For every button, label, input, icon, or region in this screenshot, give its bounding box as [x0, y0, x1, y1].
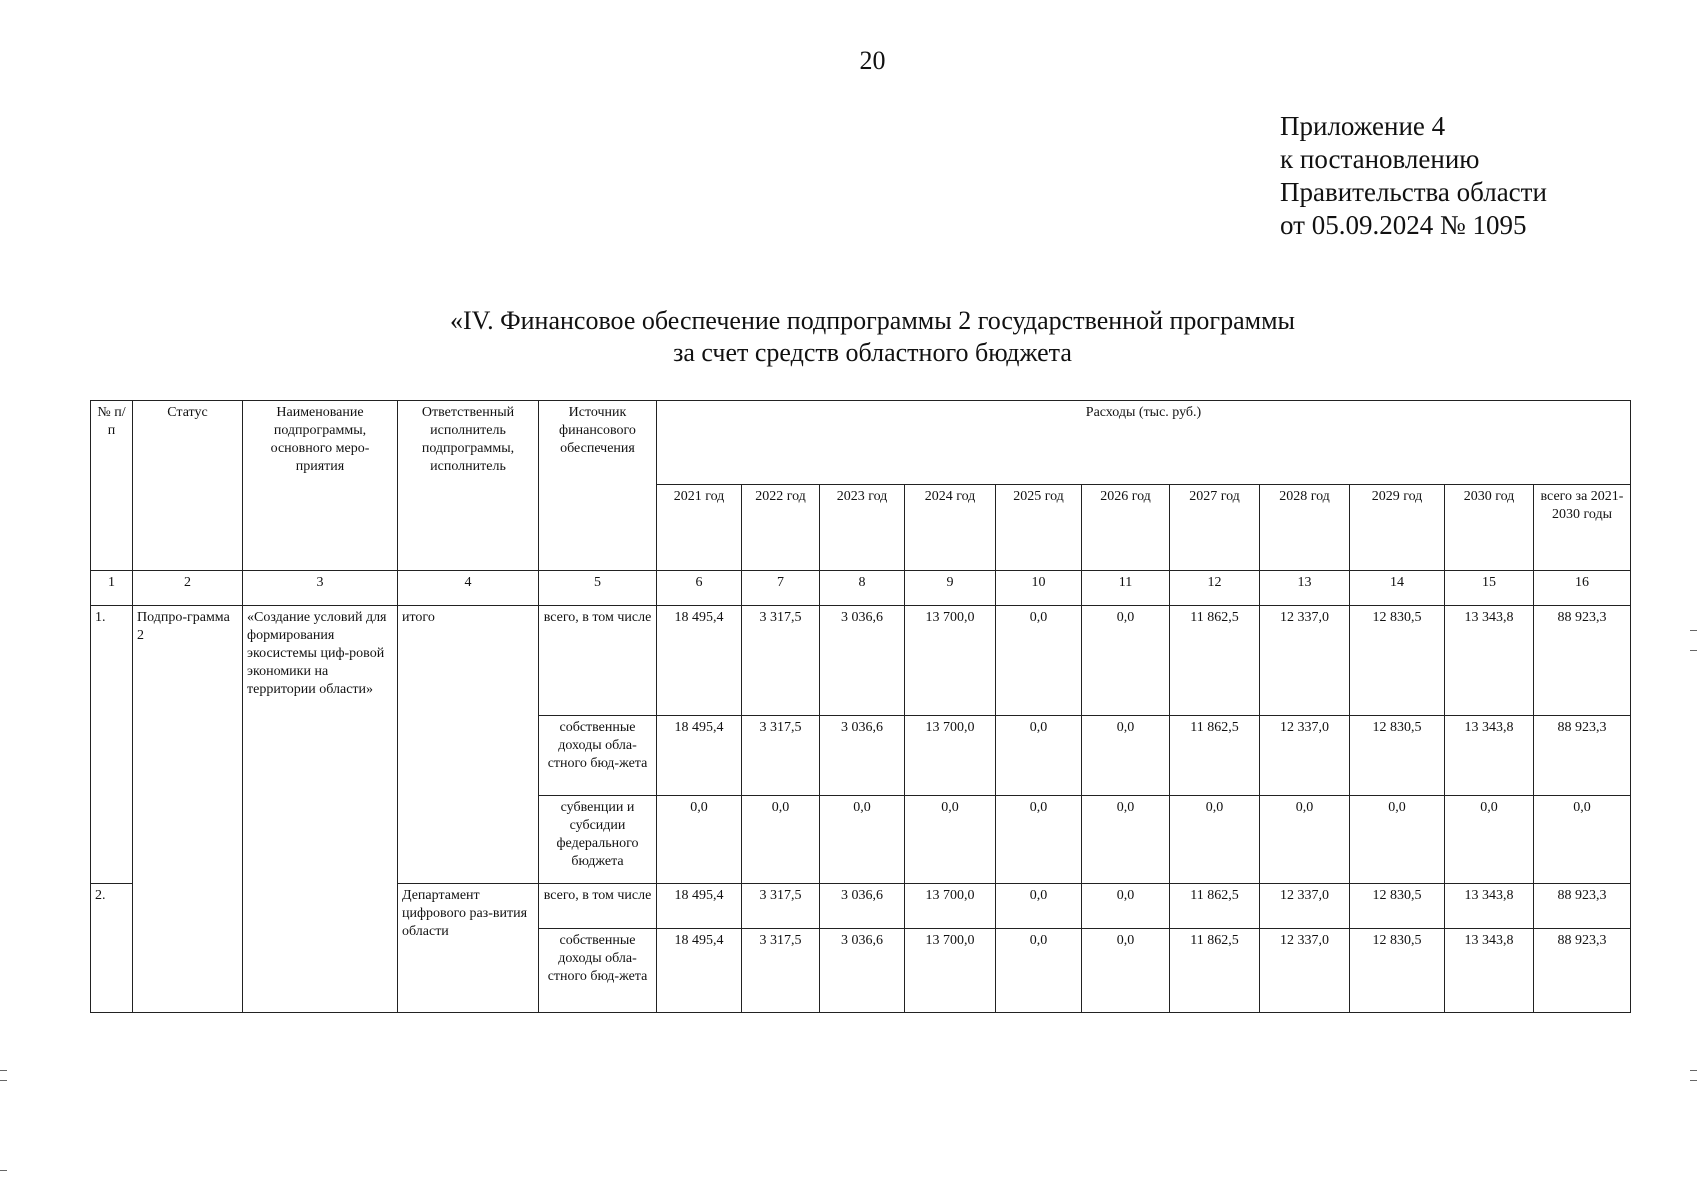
column-number: 13: [1260, 571, 1350, 606]
scan-mark: [1690, 1080, 1697, 1081]
table-cell: 12 337,0: [1260, 929, 1350, 1013]
table-cell: 13 700,0: [905, 884, 996, 929]
header-year: 2029 год: [1350, 485, 1445, 571]
table-cell: 0,0: [820, 796, 905, 884]
table-cell: 11 862,5: [1170, 884, 1260, 929]
column-number: 11: [1082, 571, 1170, 606]
table-cell: 0,0: [1082, 716, 1170, 796]
table-cell: 0,0: [657, 796, 742, 884]
column-number: 6: [657, 571, 742, 606]
row-responsible: Департамент цифрового раз-вития области: [398, 884, 539, 1013]
table-row: [91, 606, 1631, 716]
financing-table: [90, 400, 1631, 1013]
header-name: Наименование подпрограммы, основного меро-приятия: [243, 401, 398, 571]
table-cell: 13 700,0: [905, 606, 996, 716]
table-cell: 13 700,0: [905, 929, 996, 1013]
header-year: 2023 год: [820, 485, 905, 571]
table-cell: 0,0: [905, 796, 996, 884]
table-cell: 13 343,8: [1445, 716, 1534, 796]
scan-mark: [0, 1080, 7, 1081]
row-number: 2.: [91, 884, 133, 1013]
column-number: 8: [820, 571, 905, 606]
appendix-line: Приложение 4: [1280, 111, 1446, 141]
table-cell: 12 830,5: [1350, 606, 1445, 716]
appendix-line: от 05.09.2024 № 1095: [1280, 210, 1527, 240]
table-cell: 12 830,5: [1350, 716, 1445, 796]
header-num: № п/ п: [91, 401, 133, 571]
table-cell: 13 343,8: [1445, 606, 1534, 716]
header-year: 2025 год: [996, 485, 1082, 571]
scan-mark: [1690, 630, 1697, 631]
table-cell: 0,0: [1260, 796, 1350, 884]
table-cell: 18 495,4: [657, 929, 742, 1013]
row-source: собственные доходы обла-стного бюд-жета: [539, 929, 657, 1013]
row-source: всего, в том числе: [539, 884, 657, 929]
scan-mark: [1690, 650, 1697, 651]
scan-mark: [1690, 1070, 1697, 1071]
column-number: 3: [243, 571, 398, 606]
table-cell: 88 923,3: [1534, 716, 1631, 796]
row-source: всего, в том числе: [539, 606, 657, 716]
table-cell: 3 317,5: [742, 884, 820, 929]
table-cell: 0,0: [1350, 796, 1445, 884]
row-source: субвенции и субсидии федерального бюджета: [539, 796, 657, 884]
table-cell: 0,0: [996, 716, 1082, 796]
table-cell: 13 700,0: [905, 716, 996, 796]
table-cell: 0,0: [1082, 796, 1170, 884]
table-cell: 3 317,5: [742, 716, 820, 796]
column-number: 9: [905, 571, 996, 606]
table-cell: 11 862,5: [1170, 929, 1260, 1013]
header-status: Статус: [133, 401, 243, 571]
table-cell: 13 343,8: [1445, 884, 1534, 929]
table-cell: 0,0: [1082, 606, 1170, 716]
table-cell: 88 923,3: [1534, 929, 1631, 1013]
header-source: Источник финансового обеспечения: [539, 401, 657, 571]
table-cell: 18 495,4: [657, 716, 742, 796]
table-cell: 18 495,4: [657, 884, 742, 929]
table-cell: 3 036,6: [820, 929, 905, 1013]
column-number: 5: [539, 571, 657, 606]
table-cell: 11 862,5: [1170, 606, 1260, 716]
column-number: 15: [1445, 571, 1534, 606]
table-cell: 0,0: [996, 884, 1082, 929]
header-year: 2021 год: [657, 485, 742, 571]
table-cell: 88 923,3: [1534, 606, 1631, 716]
row-source: собственные доходы обла-стного бюд-жета: [539, 716, 657, 796]
table-cell: 0,0: [1445, 796, 1534, 884]
column-number: 14: [1350, 571, 1445, 606]
appendix-line: к постановлению: [1280, 144, 1480, 174]
table-cell: 88 923,3: [1534, 884, 1631, 929]
header-year: 2030 год: [1445, 485, 1534, 571]
column-number: 7: [742, 571, 820, 606]
column-number: 10: [996, 571, 1082, 606]
table-cell: 3 036,6: [820, 716, 905, 796]
table-cell: 0,0: [1082, 929, 1170, 1013]
header-year: 2024 год: [905, 485, 996, 571]
table-cell: 0,0: [742, 796, 820, 884]
header-year: 2026 год: [1082, 485, 1170, 571]
column-number: 16: [1534, 571, 1631, 606]
header-expenses: Расходы (тыс. руб.): [657, 401, 1631, 485]
table-cell: 0,0: [1534, 796, 1631, 884]
document-title: [0, 305, 1697, 369]
title-line: за счет средств областного бюджета: [673, 338, 1072, 367]
row-number: 1.: [91, 606, 133, 884]
row-name: «Создание условий для формирования экосистемы циф-ровой экономики на территории области»: [243, 606, 398, 1013]
column-number: 4: [398, 571, 539, 606]
column-number: 12: [1170, 571, 1260, 606]
table-cell: 3 317,5: [742, 606, 820, 716]
header-year-total: всего за 2021-2030 годы: [1534, 485, 1631, 571]
table-cell: 13 343,8: [1445, 929, 1534, 1013]
header-year: 2027 год: [1170, 485, 1260, 571]
row-responsible: итого: [398, 606, 539, 884]
table-cell: 12 337,0: [1260, 606, 1350, 716]
table-cell: 3 036,6: [820, 606, 905, 716]
header-year: 2028 год: [1260, 485, 1350, 571]
header-year: 2022 год: [742, 485, 820, 571]
table-cell: 12 830,5: [1350, 884, 1445, 929]
table-cell: 12 337,0: [1260, 716, 1350, 796]
title-line: «IV. Финансовое обеспечение подпрограммы 2 государственной программы: [450, 306, 1295, 335]
table-cell: 0,0: [996, 606, 1082, 716]
scan-mark: [0, 1170, 7, 1171]
table-cell: 3 317,5: [742, 929, 820, 1013]
table-cell: 0,0: [1170, 796, 1260, 884]
page-number: 20: [859, 46, 886, 75]
table-cell: 0,0: [996, 929, 1082, 1013]
table-cell: 0,0: [996, 796, 1082, 884]
table-cell: 3 036,6: [820, 884, 905, 929]
appendix-block: [1280, 110, 1547, 242]
table-cell: 12 830,5: [1350, 929, 1445, 1013]
appendix-line: Правительства области: [1280, 177, 1547, 207]
header-responsible: Ответственный исполнитель подпрограммы, исполнитель: [398, 401, 539, 571]
column-number: 2: [133, 571, 243, 606]
table-cell: 12 337,0: [1260, 884, 1350, 929]
table-cell: 11 862,5: [1170, 716, 1260, 796]
scan-mark: [0, 1070, 7, 1071]
row-status: Подпро-грамма 2: [133, 606, 243, 1013]
table-cell: 0,0: [1082, 884, 1170, 929]
table-cell: 18 495,4: [657, 606, 742, 716]
column-number: 1: [91, 571, 133, 606]
